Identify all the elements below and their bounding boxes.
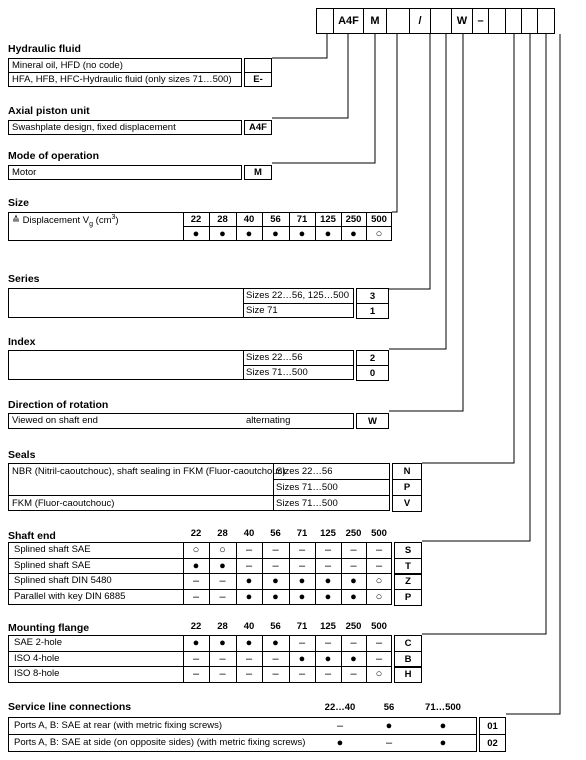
hydraulic-fluid-code-2: E- — [244, 72, 272, 87]
type-code-box: A4F — [333, 8, 364, 34]
seals-code-3: V — [392, 495, 422, 512]
shaft-end-size-header: 125 — [320, 528, 336, 539]
shaft-end-size-header: 40 — [243, 528, 255, 539]
shaft-end-code: S — [394, 542, 422, 559]
shaft-end-mark: ● — [192, 560, 200, 572]
service-line-mark: – — [336, 720, 344, 732]
shaft-end-mark: – — [192, 591, 200, 603]
service-line-row-label: Ports A, B: SAE at rear (with metric fixing screws) — [14, 720, 222, 731]
mounting-flange-mark: – — [375, 637, 383, 649]
type-code-box: W — [451, 8, 473, 34]
mounting-flange-mark: ● — [350, 653, 357, 665]
shaft-end-mark: – — [272, 560, 279, 572]
size-header: 71 — [296, 214, 308, 225]
mounting-flange-mark: ● — [324, 653, 332, 665]
shaft-end-mark: ● — [245, 575, 253, 587]
service-line-title: Service line connections — [8, 701, 132, 713]
size-mark: ● — [219, 228, 226, 240]
mounting-flange-mark: – — [324, 668, 332, 680]
shaft-end-mark: ● — [324, 591, 332, 603]
size-header: 125 — [320, 214, 336, 225]
size-title: Size — [8, 197, 30, 209]
service-line-mark: ● — [439, 720, 447, 732]
shaft-end-row-label: Parallel with key DIN 6885 — [14, 591, 126, 602]
type-code-box: M — [363, 8, 387, 34]
axial-piston-label: Swashplate design, fixed displacement — [12, 122, 176, 133]
hydraulic-fluid-row-1: Mineral oil, HFD (no code) — [12, 60, 123, 71]
index-row-1: Sizes 22…56 — [246, 352, 303, 363]
shaft-end-size-header: 56 — [270, 528, 281, 539]
shaft-end-mark: – — [350, 560, 357, 572]
mounting-flange-mark: – — [324, 637, 332, 649]
seals-row-1-size: Sizes 22…56 — [276, 466, 333, 477]
mounting-flange-code: H — [394, 666, 422, 683]
mounting-flange-mark: – — [272, 653, 279, 665]
size-mark: ● — [192, 228, 200, 240]
mounting-flange-mark: ● — [298, 653, 306, 665]
service-line-col-header: 22…40 — [324, 702, 356, 713]
mounting-flange-size-header: 28 — [217, 621, 228, 632]
mounting-flange-mark: ● — [192, 637, 200, 649]
mounting-flange-mark: – — [219, 653, 226, 665]
axial-piston-title: Axial piston unit — [8, 105, 90, 117]
size-header: 28 — [217, 214, 228, 225]
mounting-flange-title: Mounting flange — [8, 622, 90, 634]
seals-row-3-size: Sizes 71…500 — [276, 498, 338, 509]
seals-row-3-label: FKM (Fluor-caoutchouc) — [12, 498, 115, 509]
shaft-end-mark: ○ — [375, 591, 383, 603]
mounting-flange-mark: ● — [272, 637, 279, 649]
shaft-end-mark: – — [245, 560, 253, 572]
mounting-flange-mark: – — [298, 637, 306, 649]
shaft-end-mark: – — [324, 544, 332, 556]
series-code-2: 1 — [356, 303, 389, 319]
mounting-flange-mark: – — [192, 653, 200, 665]
seals-row-1-label: NBR (Nitril-caoutchouc), shaft sealing in FKM (Fluor-caoutchouc) — [12, 466, 286, 477]
shaft-end-size-header: 500 — [371, 528, 387, 539]
size-mark: ○ — [375, 228, 383, 240]
shaft-end-mark: – — [272, 544, 279, 556]
shaft-end-mark: ○ — [192, 544, 200, 556]
shaft-end-row-label: Splined shaft SAE — [14, 544, 91, 555]
size-mark: ● — [272, 228, 279, 240]
shaft-end-mark: – — [219, 591, 226, 603]
index-row-2: Sizes 71…500 — [246, 367, 308, 378]
shaft-end-mark: ● — [298, 591, 306, 603]
shaft-end-mark: – — [375, 560, 383, 572]
service-line-mark: ● — [336, 737, 344, 749]
shaft-end-title: Shaft end — [8, 530, 56, 542]
shaft-end-size-header: 22 — [190, 528, 202, 539]
mounting-flange-row-label: ISO 4-hole — [14, 653, 60, 664]
mounting-flange-size-header: 71 — [296, 621, 308, 632]
size-mark: ● — [324, 228, 332, 240]
shaft-end-mark: ● — [298, 575, 306, 587]
size-header: 40 — [243, 214, 255, 225]
series-row-1: Sizes 22…56, 125…500 — [246, 290, 349, 301]
shaft-end-code: Z — [394, 573, 422, 590]
seals-row-2-size: Sizes 71…500 — [276, 482, 338, 493]
direction-label: Viewed on shaft end — [12, 415, 98, 426]
mounting-flange-mark: – — [219, 668, 226, 680]
shaft-end-code: P — [394, 589, 422, 606]
mounting-flange-row-label: SAE 2-hole — [14, 637, 63, 648]
series-title: Series — [8, 273, 40, 285]
hydraulic-fluid-title: Hydraulic fluid — [8, 43, 81, 55]
service-line-mark: – — [385, 737, 393, 749]
size-header: 22 — [190, 214, 202, 225]
shaft-end-mark: ● — [350, 575, 357, 587]
mounting-flange-mark: – — [245, 668, 253, 680]
mounting-flange-code: B — [394, 651, 422, 668]
size-label: ≙ Displacement $V_g$ $(cm^3)$ — [12, 214, 119, 229]
series-code-1: 3 — [356, 288, 389, 304]
service-line-row-label: Ports A, B: SAE at side (on opposite sides) (with metric fixing screws) — [14, 737, 306, 748]
shaft-end-mark: ● — [272, 591, 279, 603]
hydraulic-fluid-code-1 — [244, 58, 272, 73]
shaft-end-mark: – — [245, 544, 253, 556]
size-mark: ● — [245, 228, 253, 240]
mounting-flange-mark: ● — [219, 637, 226, 649]
shaft-end-mark: – — [298, 544, 306, 556]
shaft-end-mark: – — [324, 560, 332, 572]
shaft-end-mark: – — [192, 575, 200, 587]
seals-code-1: N — [392, 463, 422, 480]
index-code-1: 2 — [356, 350, 389, 366]
mounting-flange-mark: – — [298, 668, 306, 680]
series-row-2: Size 71 — [246, 305, 278, 316]
service-line-mark: ● — [385, 720, 393, 732]
mounting-flange-mark: ● — [245, 637, 253, 649]
direction-title: Direction of rotation — [8, 399, 109, 411]
service-line-col-header: 56 — [383, 702, 395, 713]
mode-title: Mode of operation — [8, 150, 99, 162]
service-line-col-header: 71…500 — [425, 702, 461, 713]
type-code-box: – — [472, 8, 489, 34]
shaft-end-size-header: 250 — [345, 528, 362, 539]
shaft-end-row-label: Splined shaft DIN 5480 — [14, 575, 112, 586]
mounting-flange-size-header: 40 — [243, 621, 255, 632]
mounting-flange-mark: – — [375, 653, 383, 665]
index-title: Index — [8, 336, 36, 348]
mounting-flange-size-header: 125 — [320, 621, 336, 632]
mode-code: M — [244, 165, 272, 180]
shaft-end-mark: ○ — [219, 544, 226, 556]
size-mark: ● — [350, 228, 357, 240]
direction-value: alternating — [246, 415, 291, 426]
shaft-end-size-header: 71 — [296, 528, 308, 539]
mounting-flange-mark: ○ — [375, 668, 383, 680]
size-header: 500 — [371, 214, 387, 225]
axial-piston-code: A4F — [244, 120, 272, 135]
mode-label: Motor — [12, 167, 37, 178]
shaft-end-mark: – — [219, 575, 226, 587]
service-line-code: 02 — [479, 734, 506, 752]
shaft-end-mark: – — [298, 560, 306, 572]
seals-title: Seals — [8, 449, 36, 461]
seals-code-2: P — [392, 479, 422, 496]
index-code-2: 0 — [356, 365, 389, 381]
service-line-mark: ● — [439, 737, 447, 749]
shaft-end-mark: ● — [272, 575, 279, 587]
mounting-flange-mark: – — [350, 668, 357, 680]
direction-code: W — [356, 413, 389, 429]
mounting-flange-size-header: 22 — [190, 621, 202, 632]
shaft-end-size-header: 28 — [217, 528, 228, 539]
size-header: 56 — [270, 214, 281, 225]
hydraulic-fluid-row-2: HFA, HFB, HFC-Hydraulic fluid (only sizes 71…500) — [12, 74, 232, 85]
service-line-code: 01 — [479, 717, 506, 735]
mounting-flange-row-label: ISO 8-hole — [14, 668, 60, 679]
shaft-end-code: T — [394, 558, 422, 575]
mode-box — [8, 165, 242, 180]
size-mark: ● — [298, 228, 306, 240]
shaft-end-mark: ● — [324, 575, 332, 587]
shaft-end-mark: ● — [219, 560, 226, 572]
mounting-flange-size-header: 500 — [371, 621, 387, 632]
mounting-flange-size-header: 56 — [270, 621, 281, 632]
mounting-flange-code: C — [394, 635, 422, 652]
shaft-end-mark: – — [375, 544, 383, 556]
shaft-end-row-label: Splined shaft SAE — [14, 560, 91, 571]
mounting-flange-mark: – — [245, 653, 253, 665]
mounting-flange-mark: – — [192, 668, 200, 680]
type-code-box: / — [409, 8, 431, 34]
shaft-end-mark: ● — [245, 591, 253, 603]
mounting-flange-mark: – — [272, 668, 279, 680]
shaft-end-mark: – — [350, 544, 357, 556]
size-header: 250 — [345, 214, 362, 225]
mounting-flange-mark: – — [350, 637, 357, 649]
shaft-end-mark: ○ — [375, 575, 383, 587]
mounting-flange-size-header: 250 — [345, 621, 362, 632]
shaft-end-mark: ● — [350, 591, 357, 603]
